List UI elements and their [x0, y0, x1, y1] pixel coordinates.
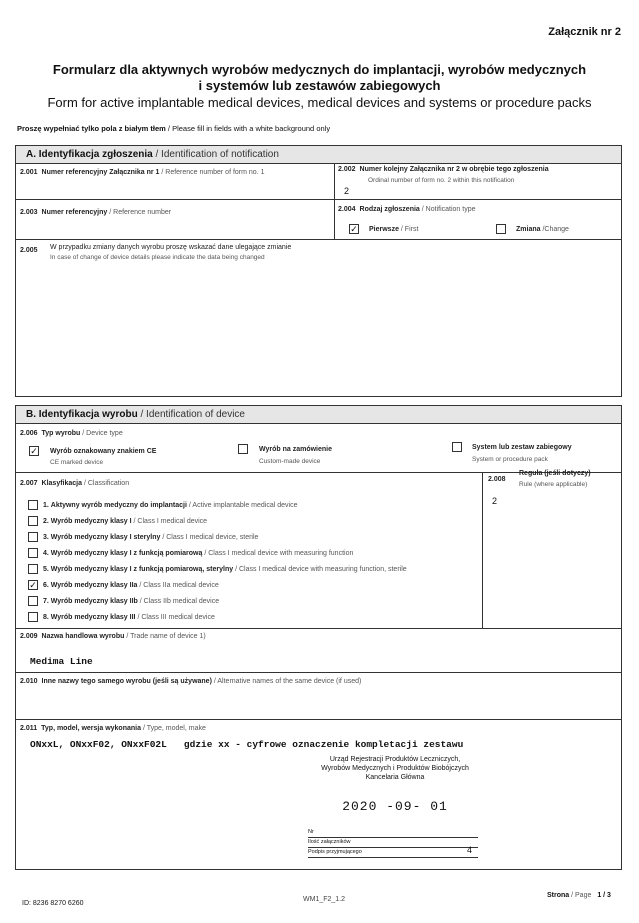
field-2004-label: 2.004 Rodzaj zgłoszenia / Notification type: [338, 206, 476, 213]
class-i-checkbox[interactable]: [28, 516, 38, 526]
field-2007-label: 2.007 Klasyfikacja / Classification: [20, 480, 130, 487]
change-notification-checkbox[interactable]: [496, 224, 506, 234]
alternative-names-input[interactable]: [18, 690, 618, 717]
section-a: [15, 145, 622, 397]
first-notification-label: Pierwsze / First: [369, 226, 419, 233]
stamp-nr: Nr: [308, 828, 478, 838]
field-2005-label-en: In case of change of device details please indicate the data being changed: [50, 254, 265, 261]
stamp-count: 4: [466, 845, 472, 855]
document-id: ID: 8236 8270 6260: [22, 900, 84, 907]
custom-made-checkbox[interactable]: [238, 444, 248, 454]
field-2006-label: 2.006 Typ wyrobu / Device type: [20, 430, 123, 437]
custom-made-label: Wyrób na zamówienie: [259, 446, 332, 453]
stamp-attachments: Ilość załączników: [308, 838, 478, 848]
class-iia-label: 6. Wyrób medyczny klasy IIa / Class IIa medical device: [43, 582, 219, 589]
title-pl-line1: Formularz dla aktywnych wyrobów medycznych do implantacji, wyrobów medycznych: [52, 62, 587, 77]
stamp-line3: Kancelaria Główna: [365, 774, 425, 781]
class-iia-checkbox[interactable]: ✓: [29, 580, 37, 590]
first-notification-checkbox[interactable]: ✓: [350, 224, 358, 234]
procedure-pack-label: System lub zestaw zabiegowy: [472, 444, 572, 451]
section-a-title: A. Identyfikacja zgłoszenia: [26, 149, 153, 160]
field-2002-label: 2.002 Numer kolejny Załącznika nr 2 w obrębie tego zgłoszenia: [338, 166, 549, 173]
fill-instructions-pl: Proszę wypełniać tylko pola z białym tłem: [17, 124, 166, 133]
field-2001-label: 2.001 Numer referencyjny Załącznika nr 1 / Reference number of form no. 1: [20, 169, 265, 176]
form-code: WM1_F2_1.2: [303, 896, 346, 903]
field-2011-label: 2.011 Typ, model, wersja wykonania / Type, model, make: [20, 725, 206, 732]
class-iib-checkbox[interactable]: [28, 596, 38, 606]
registration-stamp: [305, 755, 485, 814]
stamp-fields: [308, 828, 478, 858]
class-aimd-label: 1. Aktywny wyrób medyczny do implantacji / Active implantable medical device: [43, 502, 298, 509]
class-i-measuring-label: 4. Wyrób medyczny klasy I z funkcją pomiarową / Class I medical device with measuring function: [43, 550, 354, 557]
field-2002-label-en: Ordinal number of form no. 2 within this notification: [368, 177, 515, 184]
ce-marked-label: Wyrób oznakowany znakiem CE: [50, 448, 157, 455]
class-iii-label: 8. Wyrób medyczny klasy III / Class III medical device: [43, 614, 215, 621]
title-pl-line2: i systemów lub zestawów zabiegowych: [198, 78, 441, 93]
fill-instructions: [17, 124, 330, 133]
rule-input[interactable]: 2: [492, 496, 498, 506]
custom-made-label-en: Custom-made device: [259, 458, 321, 465]
section-b-header: [16, 406, 621, 424]
page-number: Strona / Page 1 / 3: [547, 892, 611, 899]
class-i-sterile-checkbox[interactable]: [28, 532, 38, 542]
field-2008-label-pl: Reguła (jeśli dotyczy): [519, 470, 591, 477]
section-a-title-en: / Identification of notification: [155, 149, 279, 160]
type-model-input[interactable]: ONxxL, ONxxF02, ONxxF02L gdzie xx - cyfrowe oznaczenie kompletacji zestawu: [30, 739, 464, 750]
class-aimd-checkbox[interactable]: [28, 500, 38, 510]
section-b-title-en: / Identification of device: [140, 409, 245, 420]
ce-marked-label-en: CE marked device: [50, 459, 104, 466]
trade-name-input[interactable]: Medima Line: [30, 656, 93, 667]
ordinal-number-input[interactable]: 2: [344, 186, 350, 196]
reference-number-form1-input[interactable]: [18, 180, 330, 197]
class-i-label: 2. Wyrób medyczny klasy I / Class I medical device: [43, 518, 208, 525]
field-2010-label: 2.010 Inne nazwy tego samego wyrobu (jeśli są używane) / Alternative names of the same device (if used): [20, 678, 362, 685]
section-a-header: [16, 146, 621, 164]
title-en: Form for active implantable medical devices, medical devices and systems or procedure packs: [47, 95, 592, 110]
field-2008-label: 2.008: [488, 476, 506, 483]
class-iii-checkbox[interactable]: [28, 612, 38, 622]
class-i-sterile-label: 3. Wyrób medyczny klasy I sterylny / Class I medical device, sterile: [43, 534, 259, 541]
procedure-pack-label-en: System or procedure pack: [472, 456, 548, 463]
section-b-title: B. Identyfikacja wyrobu: [26, 409, 138, 420]
ce-marked-checkbox[interactable]: ✓: [30, 446, 38, 456]
class-iib-label: 7. Wyrób medyczny klasy IIb / Class IIb medical device: [43, 598, 220, 605]
class-i-measuring-checkbox[interactable]: [28, 548, 38, 558]
changed-data-textarea[interactable]: [18, 266, 618, 394]
reference-number-input[interactable]: [18, 220, 330, 237]
change-notification-label: Zmiana /Change: [516, 226, 569, 233]
field-2008-label-en: Rule (where applicable): [519, 481, 588, 488]
class-i-measuring-sterile-checkbox[interactable]: [28, 564, 38, 574]
field-2005-label-pl: W przypadku zmiany danych wyrobu proszę wskazać dane ulegające zmianie: [50, 244, 292, 251]
stamp-line2: Wyrobów Medycznych i Produktów Biobójczych: [321, 765, 469, 772]
stamp-date: 2020 -09- 01: [342, 799, 448, 814]
stamp-line1: Urząd Rejestracji Produktów Leczniczych,: [329, 756, 461, 763]
field-2003-label: 2.003 Numer referencyjny / Reference number: [20, 209, 172, 216]
fill-instructions-en: / Please fill in fields with a white background only: [167, 124, 331, 133]
procedure-pack-checkbox[interactable]: [452, 442, 462, 452]
field-2005-label: 2.005: [20, 247, 38, 254]
class-i-measuring-sterile-label: 5. Wyrób medyczny klasy I z funkcją pomiarową, sterylny / Class I medical device with measuring function, sterile: [43, 566, 407, 573]
field-2009-label: 2.009 Nazwa handlowa wyrobu / Trade name of device 1): [20, 633, 206, 640]
annex-label: Załącznik nr 2: [548, 26, 621, 38]
stamp-signature: Podpis przyjmującego 4: [308, 848, 478, 858]
